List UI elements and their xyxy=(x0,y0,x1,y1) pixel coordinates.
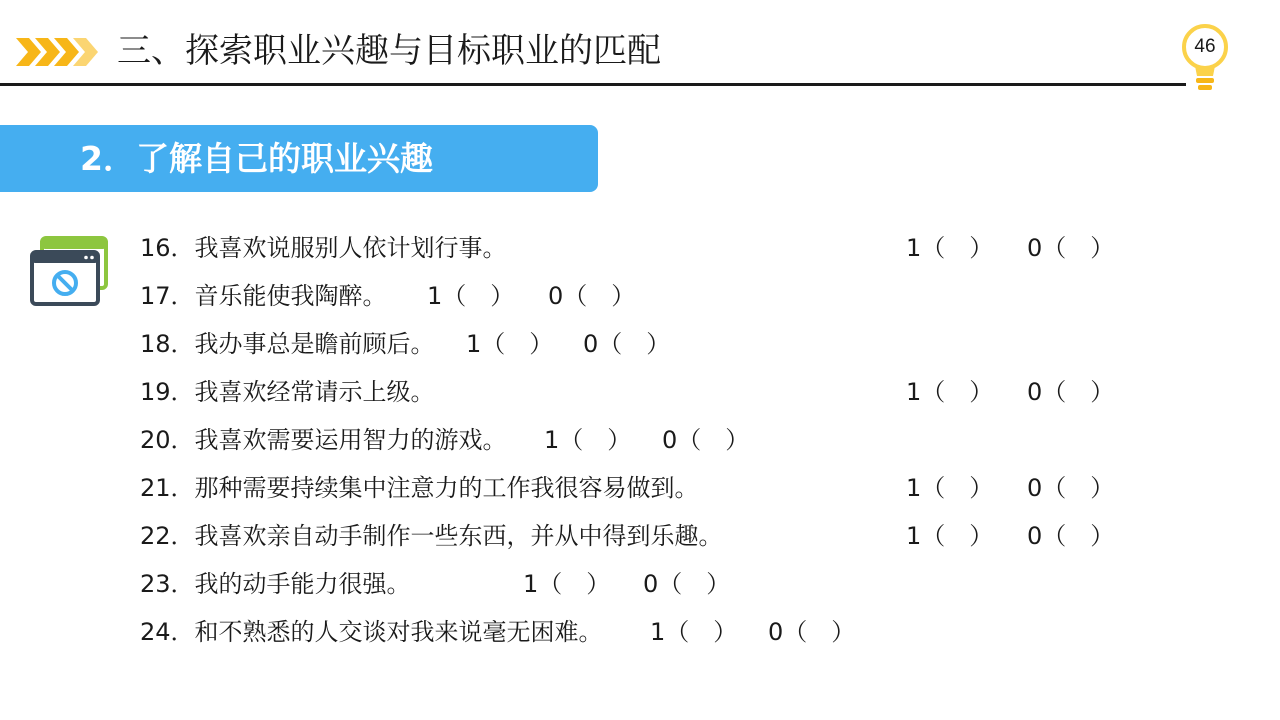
page-title: 三、探索职业兴趣与目标职业的匹配 xyxy=(117,31,661,71)
option-yes[interactable]: 1（ ） xyxy=(466,330,554,358)
item-text: 19．我喜欢经常请示上级。 xyxy=(140,378,435,406)
option-yes[interactable]: 1（ ） xyxy=(906,378,994,406)
option-no[interactable]: 0（ ） xyxy=(662,426,750,454)
option-no[interactable]: 0（ ） xyxy=(643,570,731,598)
list-item xyxy=(140,569,731,599)
list-item xyxy=(140,281,636,311)
item-text: 18．我办事总是瞻前顾后。 xyxy=(140,330,435,358)
option-yes[interactable]: 1（ ） xyxy=(906,522,994,550)
option-no[interactable]: 0（ ） xyxy=(1027,234,1115,262)
list-item xyxy=(140,473,1115,503)
list-item xyxy=(140,617,856,647)
chevron-arrows-icon xyxy=(16,38,98,66)
item-text: 23．我的动手能力很强。 xyxy=(140,570,411,598)
option-yes[interactable]: 1（ ） xyxy=(650,618,738,646)
option-no[interactable]: 0（ ） xyxy=(1027,474,1115,502)
item-text: 24．和不熟悉的人交谈对我来说毫无困难。 xyxy=(140,618,603,646)
item-text: 17．音乐能使我陶醉。 xyxy=(140,282,387,310)
option-no[interactable]: 0（ ） xyxy=(768,618,856,646)
item-text: 21．那种需要持续集中注意力的工作我很容易做到。 xyxy=(140,474,699,502)
section-banner xyxy=(0,125,598,192)
item-text: 22．我喜欢亲自动手制作一些东西，并从中得到乐趣。 xyxy=(140,522,723,550)
list-item xyxy=(140,425,750,455)
section-title: 2．了解自己的职业兴趣 xyxy=(80,139,433,178)
option-yes[interactable]: 1（ ） xyxy=(906,234,994,262)
item-text: 16．我喜欢说服别人依计划行事。 xyxy=(140,234,507,262)
list-item xyxy=(140,329,671,359)
list-item xyxy=(140,377,1115,407)
blocked-window-icon xyxy=(30,236,110,308)
header-divider xyxy=(0,83,1186,86)
option-yes[interactable]: 1（ ） xyxy=(523,570,611,598)
option-yes[interactable]: 1（ ） xyxy=(427,282,515,310)
list-item xyxy=(140,233,1115,263)
list-item xyxy=(140,521,1115,551)
page-number: 46 xyxy=(1194,36,1216,57)
item-text: 20．我喜欢需要运用智力的游戏。 xyxy=(140,426,507,454)
option-no[interactable]: 0（ ） xyxy=(1027,522,1115,550)
option-no[interactable]: 0（ ） xyxy=(583,330,671,358)
option-no[interactable]: 0（ ） xyxy=(1027,378,1115,406)
option-no[interactable]: 0（ ） xyxy=(548,282,636,310)
option-yes[interactable]: 1（ ） xyxy=(906,474,994,502)
option-yes[interactable]: 1（ ） xyxy=(544,426,632,454)
